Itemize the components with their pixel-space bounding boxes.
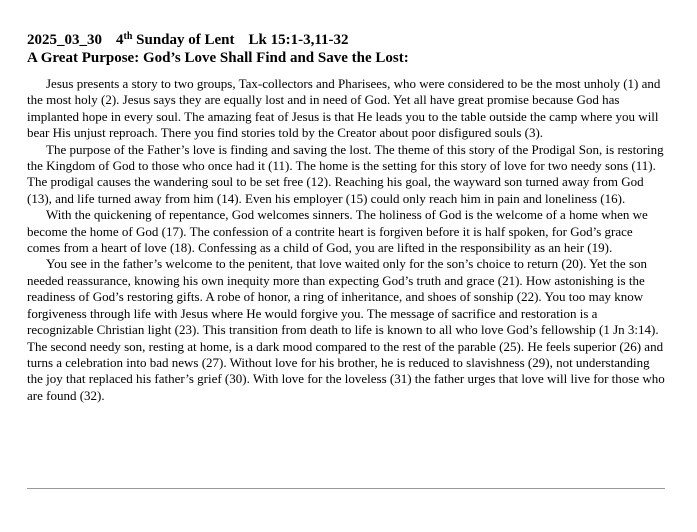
paragraph-1: Jesus presents a story to two groups, Tax-collectors and Pharisees, who were considered to be the most unholy (1) and the most holy (2). Jesus says they are equally lost and in need of God. Yet all have great promise because God has implanted hope in every soul. The amazing feat of Jesus is that He leads you to the table outside the camp where you will bear His unjust reproach. There you find stories told by the Creator about poor disfigured souls (3). xyxy=(27,76,661,141)
sunday-label: Sunday of Lent xyxy=(136,32,235,48)
document-body xyxy=(27,76,667,404)
paragraph-3: With the quickening of repentance, God welcomes sinners. The holiness of God is the welcome of a home when we become the home of God (17). The confession of a contrite heart is forgiven before it is half spoken, for God’s grace comes from a heart of love (18). Confessing as a child of God, you are lifted in the responsibility as an heir (19). xyxy=(27,207,648,256)
paragraph-4: You see in the father’s welcome to the penitent, that love waited only for the son’s choice to return (20). Yet the son needed reassurance, knowing his own inequity more than expecting God’s truth and grace (21). How astonishing is the readiness of God’s restoring gifts. A robe of honor, a ring of inheritance, and shoes of sonship (22). You too may know forgiveness through life with Jesus where He would forgive you. The message of sacrifice and restoration is a recognizable Christian light (23). This transition from death to life is known to all who love God’s fellowship (1 Jn 3:14). The second needy son, resting at home, is a dark mood compared to the rest of the parable (25). He feels superior (26) and turns a celebration into bad news (27). Without love for his brother, he is reduced to slavishness (29), not understanding the joy that replaced his father’s grief (30). With love for the loveless (31) the father urges that love will live for those who are found (32). xyxy=(27,256,665,403)
paragraph-2: The purpose of the Father’s love is finding and saving the lost. The theme of this story of the Prodigal Son, is restoring the Kingdom of God to those who once had it (11). The home is the setting for this story of love for two needy sons (11). The prodigal causes the wandering soul to be set free (12). Reaching his goal, the wayward son turned away from God (13), and life turned away from him (14). Even his employer (15) could only reach him in pain and loneliness (16). xyxy=(27,141,664,206)
document-page xyxy=(27,31,667,404)
sermon-date: 2025_03_30 xyxy=(27,32,102,48)
page-divider xyxy=(27,488,665,489)
document-subtitle: A Great Purpose: God’s Love Shall Find and Save the Lost: xyxy=(27,50,409,66)
sunday-number: 4 xyxy=(116,32,124,48)
scripture-reference: Lk 15:1-3,11-32 xyxy=(248,32,349,48)
document-heading xyxy=(27,31,667,49)
sunday-ordinal: th xyxy=(123,31,133,42)
